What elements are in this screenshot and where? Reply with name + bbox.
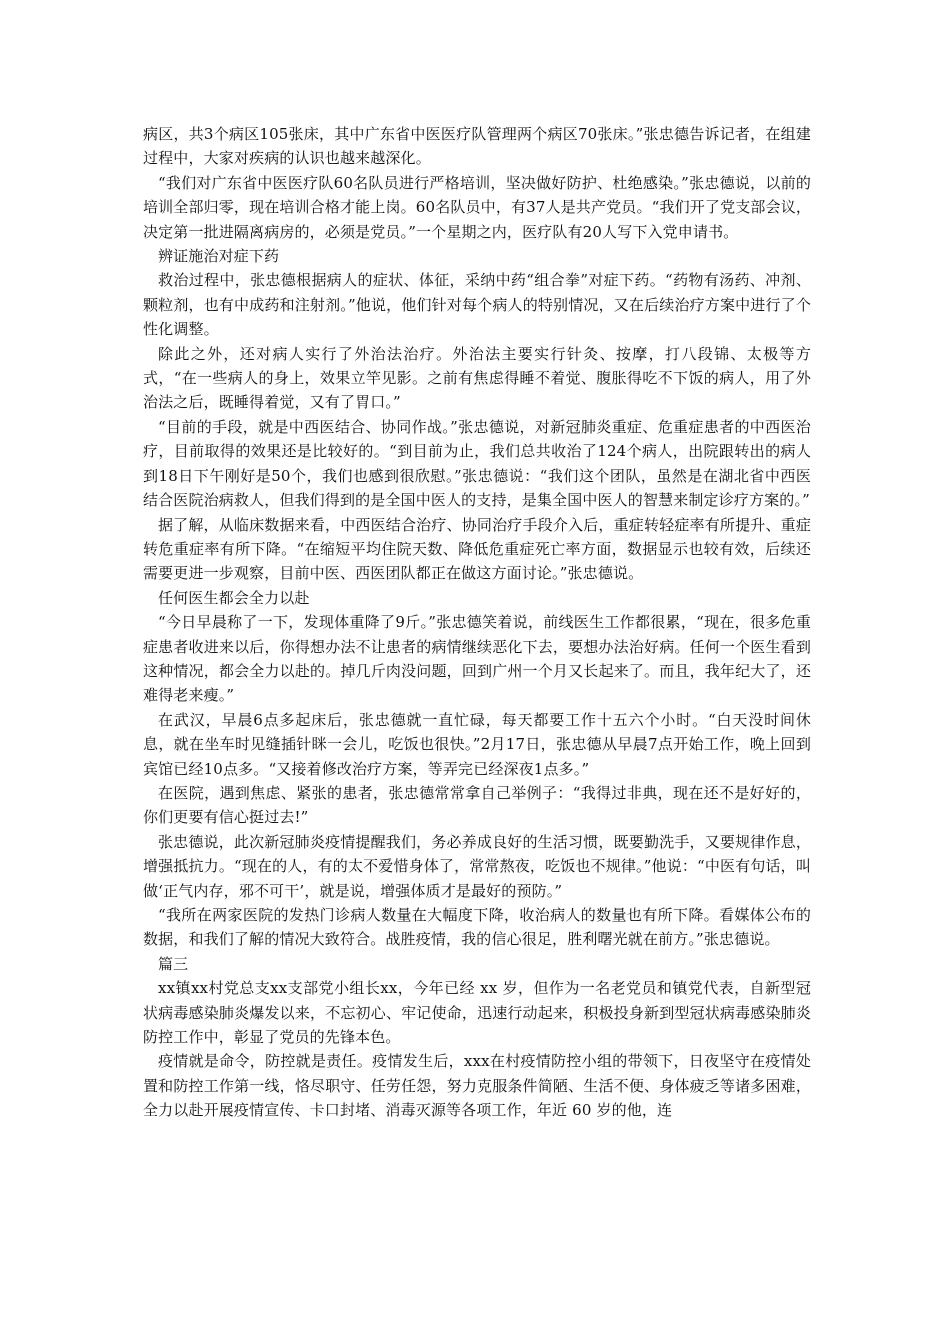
paragraph: “我所在两家医院的发热门诊病人数量在大幅度下降，收治病人的数量也有所下降。看媒体公布的数据，和我们了解的情况大致符合。战胜疫情，我的信心很足，胜利曙光就在前方。”张忠德说。 xyxy=(143,906,811,949)
paragraph: 据了解，从临床数据来看，中西医结合治疗、协同治疗手段介入后，重症转轻症率有所提升、重症转危重症率有所下降。“在缩短平均住院天数、降低危重症死亡率方面，数据显示也较有效，后续还需要更进一步观察，目前中医、西医团队都正在做这方面讨论。”张忠德说。 xyxy=(143,515,811,583)
paragraph: “我们对广东省中医医疗队60名队员进行严格培训，坚决做好防护、杜绝感染。”张忠德说，以前的培训全部归零，现在培训合格才能上岗。60名队员中，有37人是共产党员。“我们开了党支部会议，决定第一批进隔离病房的，必须是党员。”一个星期之内，医疗队有20人写下入党申请书。 xyxy=(143,173,811,241)
paragraph: “今日早晨称了一下，发现体重降了9斤。”张忠德笑着说，前线医生工作都很累，“现在，很多危重症患者收进来以后，你得想办法不让患者的病情继续恶化下去，要想办法治好病。任何一个医生看到这种情况，都会全力以赴的。掉几斤肉没问题，回到广州一个月又长起来了。而且，我年纪大了，还难得老来瘦。” xyxy=(143,613,811,705)
paragraph: 在医院，遇到焦虑、紧张的患者，张忠德常常拿自己举例子：“我得过非典，现在还不是好好的，你们更要有信心挺过去!” xyxy=(143,783,811,827)
paragraph: 救治过程中，张忠德根据病人的症状、体征，采纳中药“组合拳”对症下药。“药物有汤药、冲剂、颗粒剂，也有中成药和注射剂。”他说，他们针对每个病人的特别情况，又在后续治疗方案中进行了个性化调整。 xyxy=(143,271,811,339)
section-heading: 篇三 xyxy=(158,954,189,973)
paragraph: 病区，共3个病区105张床，其中广东省中医医疗队管理两个病区70张床。”张忠德告诉记者，在组建过程中，大家对疾病的认识也越来越深化。 xyxy=(143,125,811,168)
document-body xyxy=(143,122,811,1123)
section-heading: 辨证施治对症下药 xyxy=(158,247,280,266)
paragraph: 在武汉，早晨6点多起床后，张忠德就一直忙碌，每天都要工作十五六个小时。“白天没时间休息，就在坐车时见缝插针眯一会儿，吃饭也很快。”2月17日，张忠德从早晨7点开始工作，晚上回到宾馆已经10点多。“又接着修改治疗方案，等弄完已经深夜1点多。” xyxy=(143,710,811,778)
paragraph: 张忠德说，此次新冠肺炎疫情提醒我们，务必养成良好的生活习惯，既要勤洗手，又要规律作息，增强抵抗力。“现在的人，有的太不爱惜身体了，常常熬夜，吃饭也不规律。”他说：“中医有句话，叫做‘正气内存，邪不可干’，就是说，增强体质才是最好的预防。” xyxy=(143,832,811,900)
paragraph: xx镇xx村党总支xx支部党小组长xx，今年已经 xx 岁，但作为一名老党员和镇党代表，自新型冠状病毒感染肺炎爆发以来，不忘初心、牢记使命，迅速行动起来，积极投身新到型冠状病毒感染肺炎防控工作中，彰显了党员的先锋本色。 xyxy=(143,979,811,1047)
paragraph: “目前的手段，就是中西医结合、协同作战。”张忠德说，对新冠肺炎重症、危重症患者的中西医治疗，目前取得的效果还是比较好的。“到目前为止，我们总共收治了124个病人，出院跟转出的病人到18日下午刚好是50个，我们也感到很欣慰。”张忠德说：“我们这个团队，虽然是在湖北省中西医结合医院治病救人，但我们得到的是全国中医人的支持，是集全国中医人的智慧来制定诊疗方案的。” xyxy=(143,417,811,510)
section-heading: 任何医生都会全力以赴 xyxy=(158,588,310,607)
paragraph: 疫情就是命令，防控就是责任。疫情发生后，xxx在村疫情防控小组的带领下，日夜坚守在疫情处置和防控工作第一线，恪尽职守、任劳任怨，努力克服条件简陋、生活不便、身体疲乏等诸多困难，全力以赴开展疫情宣传、卡口封堵、消毒灭源等各项工作，年近 60 岁的他，连 xyxy=(143,1052,811,1120)
paragraph: 除此之外，还对病人实行了外治法治疗。外治法主要实行针灸、按摩，打八段锦、太极等方式，“在一些病人的身上，效果立竿见影。之前有焦虑得睡不着觉、腹胀得吃不下饭的病人，用了外治法之后，既睡得着觉，又有了胃口。” xyxy=(143,344,811,412)
